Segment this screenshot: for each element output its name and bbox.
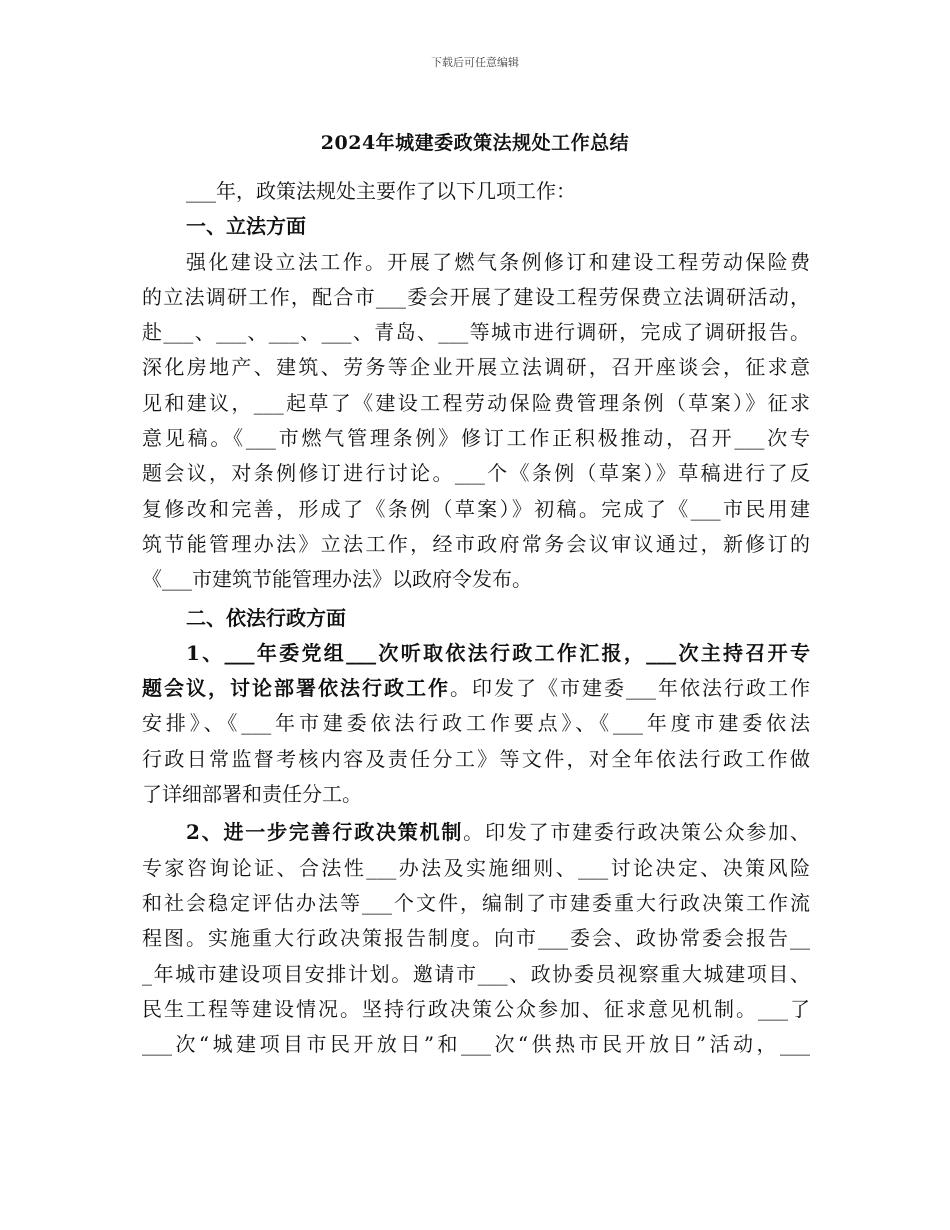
paragraph-line: 专家咨询论证、合法性___办法及实施细则、___讨论决定、决策风险 <box>142 855 810 880</box>
paragraph-line: 安排》、《___年市建委依法行政工作要点》、《___年度市建委依法 <box>142 711 810 736</box>
paragraph-line: 意见稿。《___市燃气管理条例》修订工作正积极推动，召开___次专 <box>142 426 810 451</box>
paragraph-line: 见和建议，___起草了《建设工程劳动保险费管理条例（草案）》征求 <box>142 390 810 415</box>
paragraph-line: 复修改和完善，形成了《条例（草案）》初稿。完成了《___市民用建 <box>142 496 810 521</box>
paragraph-line: 的立法调研工作，配合市___委会开展了建设工程劳保费立法调研活动， <box>142 284 810 309</box>
paragraph-line: _年城市建设项目安排计划。邀请市___、政协委员视察重大城建项目、 <box>142 961 810 986</box>
paragraph-line: ___次“城建项目市民开放日”和___次“供热市民开放日”活动，___ <box>142 1032 810 1057</box>
paragraph-line: 和社会稳定评估办法等___个文件，编制了市建委重大行政决策工作流 <box>142 890 810 915</box>
paragraph-line: 民生工程等建设情况。坚持行政决策公众参加、征求意见机制。___了 <box>142 996 810 1021</box>
paragraph-line: 强化建设立法工作。开展了燃气条例修订和建设工程劳动保险费 <box>186 249 810 274</box>
intro-line: ___年，政策法规处主要作了以下几项工作： <box>186 179 576 203</box>
paragraph-line: 程图。实施重大行政决策报告制度。向市___委会、政协常委会报告__ <box>142 926 810 951</box>
mixed-line <box>142 815 810 850</box>
paragraph-text: 。印发了《市建委___年依法行政工作 <box>450 676 810 701</box>
bold-lead-text: 2、进一步完善行政决策机制 <box>186 820 464 845</box>
section-heading-administration: 二、依法行政方面 <box>186 605 346 630</box>
section-heading-legislation: 一、立法方面 <box>186 214 306 239</box>
page-header: 下载后可任意编辑 <box>431 56 519 69</box>
document-body <box>142 174 810 1062</box>
paragraph-line: 题会议，对条例修订进行讨论。___个《条例（草案）》草稿进行了反 <box>142 461 810 486</box>
paragraph-line: 行政日常监督考核内容及责任分工》等文件，对全年依法行政工作做 <box>142 746 810 771</box>
paragraph-line: 《___市建筑节能管理办法》以政府令发布。 <box>142 567 532 592</box>
document-title: 2024年城建委政策法规处工作总结 <box>320 132 630 154</box>
paragraph-line: 筑节能管理办法》立法工作，经市政府常务会议审议通过，新修订的 <box>142 531 810 556</box>
paragraph-line: 了详细部署和责任分工。 <box>142 782 362 807</box>
paragraph-line: 赴___、___、___、___、青岛、___等城市进行调研，完成了调研报告。 <box>142 320 810 345</box>
paragraph-line: 深化房地产、建筑、劳务等企业开展立法调研，召开座谈会，征求意 <box>142 355 810 380</box>
mixed-line <box>142 671 810 706</box>
bold-lead-text: 题会议，讨论部署依法行政工作 <box>142 676 450 701</box>
paragraph-text: 。印发了市建委行政决策公众参加、 <box>463 820 810 845</box>
bold-lead-line: 1、___年委党组___次听取依法行政工作汇报，___次主持召开专 <box>186 640 810 665</box>
